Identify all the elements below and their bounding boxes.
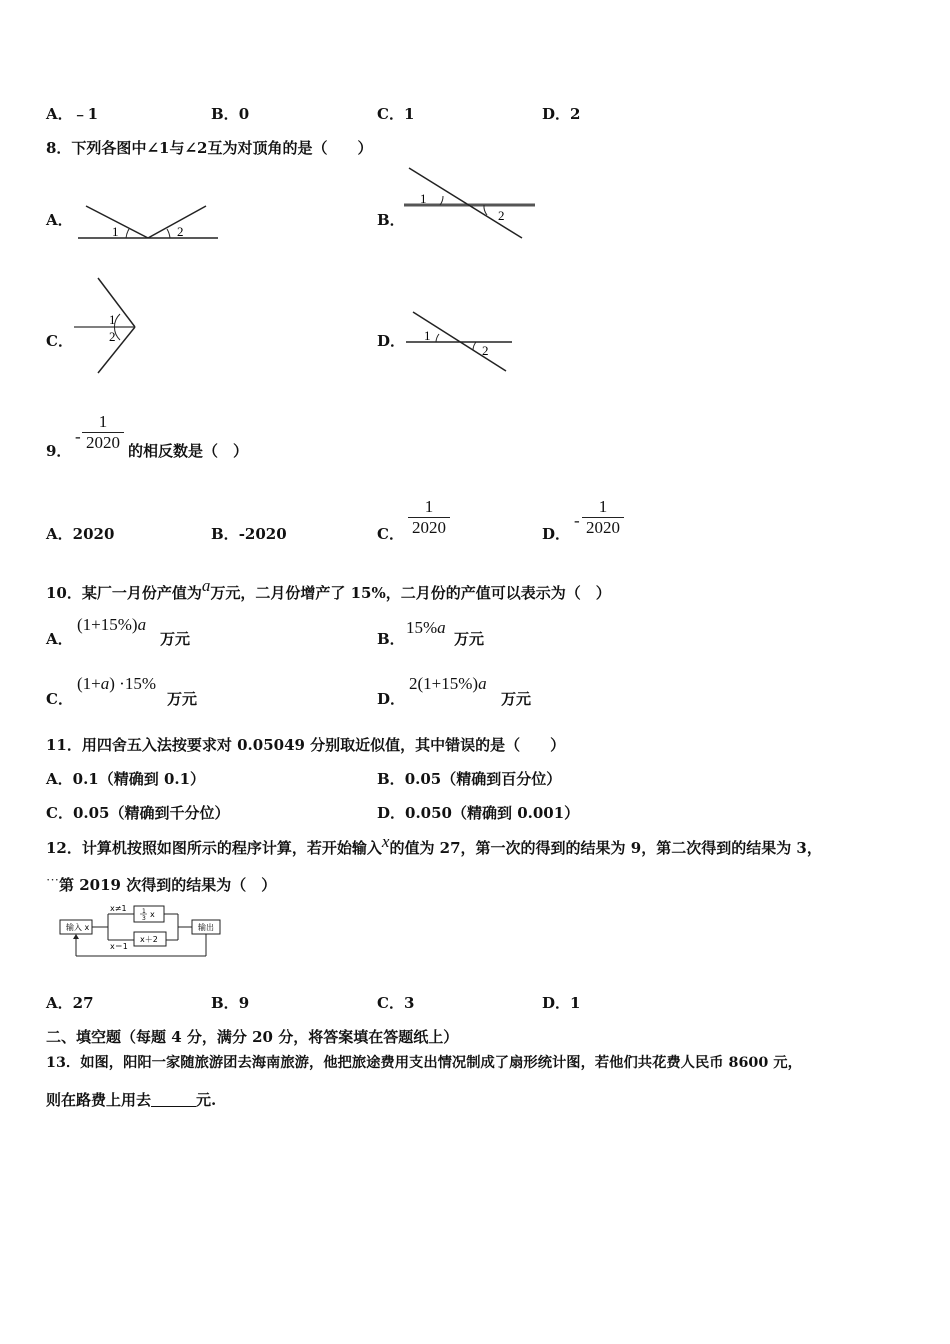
q10-option-b-unit: 万元	[454, 630, 485, 648]
flow-cond-top: x≠1	[110, 904, 127, 913]
q12-option-c	[377, 992, 414, 1013]
flow-op-top-den: 3	[142, 915, 146, 922]
option-text: 1	[403, 105, 415, 123]
q10-option-b-expr	[406, 618, 446, 638]
option-text: 0.1（精确到 0.1）	[72, 770, 206, 788]
flow-op-top-num: 1	[142, 908, 146, 915]
flow-input-label: 输入 x	[66, 923, 90, 932]
q12-stem	[46, 832, 822, 858]
q10-option-c-unit: 万元	[167, 690, 198, 708]
q10-option-d-expr	[409, 674, 487, 694]
q9-number: 9．	[46, 442, 72, 460]
option-letter: D．	[542, 105, 571, 123]
q8-option-a-letter: A．	[46, 211, 73, 229]
option-text: 0.05（精确到百分位）	[404, 770, 562, 788]
angle-2-label: 2	[482, 343, 489, 358]
q9-option-a	[46, 523, 114, 544]
option-text: 2020	[72, 525, 115, 543]
line2-text: 第 2019 次得到的结果为（ ）	[59, 876, 277, 894]
line2-after: 元.	[196, 1091, 217, 1109]
option-text: ﹣1	[72, 105, 99, 123]
expr: 2(1+15%)	[409, 674, 479, 693]
variable-a: a	[201, 576, 211, 595]
q9-option-b	[211, 523, 287, 544]
line2-before: 则在路费上用去	[46, 1091, 152, 1109]
q7-option-a	[46, 103, 98, 124]
q9-option-d-minus: -	[574, 511, 580, 530]
section-2-title: 二、填空题（每题 4 分，满分 20 分，将答案填在答题纸上）	[46, 1028, 459, 1046]
angle-1-label: 1	[420, 191, 427, 206]
option-text: 3	[403, 994, 415, 1012]
q13-line1: 13．如图，阳阳一家随旅游团去海南旅游，他把旅途费用支出情况制成了扇形统计图，若他们共花费人民币 8600 元，	[46, 1055, 802, 1071]
q9-fraction	[82, 412, 124, 453]
q9-option-d-fraction	[582, 497, 624, 538]
q7-option-d	[542, 103, 580, 124]
q8-stem: 8．下列各图中∠1与∠2互为对顶角的是（ ）	[46, 139, 373, 157]
stem-before: 10．某厂一月份产值为	[46, 584, 202, 602]
q12-option-b	[211, 992, 249, 1013]
q10-option-a-letter: A．	[46, 630, 73, 648]
flow-op-top-var: x	[150, 910, 155, 919]
expr-var: a	[137, 615, 147, 634]
option-letter: B．	[211, 105, 239, 123]
denominator: 2020	[586, 518, 620, 537]
q8-option-d-letter: D．	[377, 332, 406, 350]
expr-var: a	[478, 674, 487, 693]
numerator: 1	[424, 497, 434, 516]
q8-figure-c	[74, 276, 139, 376]
q9-option-d-letter: D．	[542, 525, 571, 543]
q10-option-a-expr	[77, 615, 146, 635]
option-letter: D．	[542, 994, 571, 1012]
flow-cond-bottom: x＝1	[110, 942, 128, 951]
q10-stem	[46, 576, 611, 603]
q10-option-d-letter: D．	[377, 690, 406, 708]
expr: (1+	[77, 674, 101, 693]
q9-option-c-letter: C．	[377, 525, 404, 543]
expr-var: a	[100, 674, 110, 693]
q7-option-b	[211, 103, 249, 124]
q12-option-d	[542, 992, 580, 1013]
option-letter: B．	[211, 525, 239, 543]
q11-option-b	[377, 768, 561, 789]
q10-option-d-unit: 万元	[501, 690, 532, 708]
option-text: 0.05（精确到千分位）	[72, 804, 230, 822]
q11-stem: 11．用四舍五入法按要求对 0.05049 分别取近似值，其中错误的是（ ）	[46, 736, 566, 754]
option-text: 0	[238, 105, 250, 123]
q12-flowchart	[58, 904, 223, 962]
angle-2-label: 2	[498, 208, 505, 223]
q12-stem-line2	[46, 874, 276, 895]
option-letter: A．	[46, 770, 73, 788]
option-text: 27	[72, 994, 94, 1012]
flow-output-label: 输出	[198, 923, 214, 932]
numerator: 1	[598, 497, 608, 516]
stem-after: 的值为 27，第一次的得到的结果为 9，第二次得到的结果为 3，	[389, 839, 822, 857]
denominator: 2020	[86, 433, 120, 452]
option-letter: B．	[211, 994, 239, 1012]
q10-option-a-unit: 万元	[160, 630, 191, 648]
flow-op-bottom: x＋2	[140, 935, 158, 944]
angle-1-label: 1	[112, 224, 119, 239]
option-text: 9	[238, 994, 250, 1012]
q12-option-a	[46, 992, 94, 1013]
ellipsis: ···	[46, 872, 59, 887]
option-letter: A．	[46, 105, 73, 123]
numerator: 1	[98, 412, 108, 431]
angle-1-label: 1	[424, 328, 431, 343]
expr-tail: ) ·15%	[109, 674, 156, 693]
expr: 15%	[406, 618, 438, 637]
angle-2-label: 2	[177, 224, 184, 239]
q8-figure-d	[406, 310, 516, 374]
q10-option-b-letter: B．	[377, 630, 405, 648]
q9-stem-suffix: 的相反数是（ ）	[128, 442, 249, 460]
q7-option-c	[377, 103, 414, 124]
option-letter: C．	[377, 105, 404, 123]
expr: (1+15%)	[77, 615, 138, 634]
answer-blank	[151, 1091, 196, 1109]
angle-1-label: 1	[109, 312, 116, 327]
option-letter: C．	[377, 994, 404, 1012]
q9-option-c-fraction	[408, 497, 450, 538]
expr-var: a	[437, 618, 446, 637]
angle-2-label: 2	[109, 329, 116, 344]
q8-option-c-letter: C．	[46, 332, 73, 350]
option-text: 0.050（精确到 0.001）	[405, 804, 580, 822]
option-letter: D．	[377, 804, 406, 822]
option-text: -2020	[238, 525, 287, 543]
q11-option-d	[377, 802, 579, 823]
option-letter: A．	[46, 525, 73, 543]
variable-x: x	[381, 832, 390, 851]
option-letter: A．	[46, 994, 73, 1012]
q8-figure-a	[78, 203, 218, 243]
q8-figure-b	[404, 168, 539, 240]
q11-option-c	[46, 802, 230, 823]
option-text: 1	[570, 994, 581, 1012]
q13-line2	[46, 1089, 216, 1110]
q11-option-a	[46, 768, 205, 789]
q9-minus: -	[75, 427, 81, 446]
denominator: 2020	[412, 518, 446, 537]
stem-before: 12．计算机按照如图所示的程序计算，若开始输入	[46, 839, 382, 857]
q8-option-b-letter: B．	[377, 211, 405, 229]
option-text: 2	[570, 105, 581, 123]
option-letter: B．	[377, 770, 405, 788]
option-letter: C．	[46, 804, 73, 822]
q10-option-c-letter: C．	[46, 690, 73, 708]
stem-after: 万元，二月份增产了 15%，二月份的产值可以表示为（ ）	[210, 584, 611, 602]
q10-option-c-expr	[77, 674, 156, 694]
